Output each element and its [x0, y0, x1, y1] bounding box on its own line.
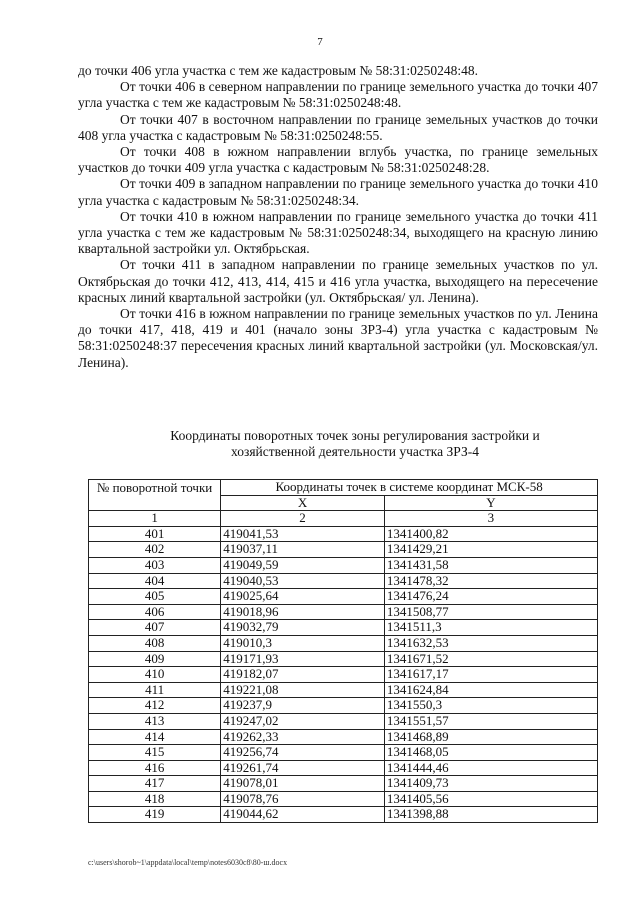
x-coordinate-cell: 419025,64	[221, 589, 385, 605]
x-coordinate-cell: 419018,96	[221, 604, 385, 620]
y-coordinate-cell: 1341551,57	[384, 713, 597, 729]
x-coordinate-cell: 419010,3	[221, 635, 385, 651]
table-title	[110, 428, 600, 460]
y-coordinate-cell: 1341409,73	[384, 776, 597, 792]
table-title-line-1: Координаты поворотных точек зоны регулирования застройки и	[170, 428, 540, 443]
x-coordinate-cell: 419171,93	[221, 651, 385, 667]
paragraph: От точки 416 в южном направлении по границе земельных участков по ул. Ленина до точки 417, 418, 419 и 401 (начало зоны ЗРЗ-4) угла участка с кадастровым № 58:31:0250248:37 пересечения красных линий квартальной застройки (ул. Московская/ул. Ленина).	[78, 306, 598, 370]
column-number-3: 3	[384, 511, 597, 527]
point-number-cell: 419	[89, 807, 221, 823]
table-row	[89, 526, 598, 542]
x-coordinate-cell: 419261,74	[221, 760, 385, 776]
point-number-cell: 401	[89, 526, 221, 542]
point-number-cell: 415	[89, 745, 221, 761]
table-title-line-2: хозяйственной деятельности участка ЗРЗ-4	[231, 444, 479, 459]
table-body	[89, 526, 598, 822]
table-row	[89, 604, 598, 620]
point-number-cell: 418	[89, 791, 221, 807]
x-coordinate-cell: 419256,74	[221, 745, 385, 761]
header-point-number: № поворотной точки	[89, 480, 221, 511]
point-number-cell: 407	[89, 620, 221, 636]
paragraph: От точки 407 в восточном направлении по границе земельных участков до точки 408 угла участка с кадастровым № 58:31:0250248:55.	[78, 111, 598, 143]
table-row	[89, 573, 598, 589]
y-coordinate-cell: 1341468,89	[384, 729, 597, 745]
y-coordinate-cell: 1341508,77	[384, 604, 597, 620]
y-coordinate-cell: 1341398,88	[384, 807, 597, 823]
point-number-cell: 411	[89, 682, 221, 698]
y-coordinate-cell: 1341405,56	[384, 791, 597, 807]
point-number-cell: 402	[89, 542, 221, 558]
y-coordinate-cell: 1341511,3	[384, 620, 597, 636]
x-coordinate-cell: 419032,79	[221, 620, 385, 636]
paragraph: От точки 411 в западном направлении по границе земельных участков по ул. Октябрьская до точки 412, 413, 414, 415 и 416 угла участка, выходящего на пересечение красных линий квартальной застройки (ул. Октябрьская/ ул. Ленина).	[78, 257, 598, 305]
table-row	[89, 745, 598, 761]
column-number-2: 2	[221, 511, 385, 527]
table-row	[89, 729, 598, 745]
point-number-cell: 408	[89, 635, 221, 651]
table-row	[89, 791, 598, 807]
header-coordinates: Координаты точек в системе координат МСК-58	[221, 480, 598, 496]
y-coordinate-cell: 1341429,21	[384, 542, 597, 558]
x-coordinate-cell: 419044,62	[221, 807, 385, 823]
point-number-cell: 409	[89, 651, 221, 667]
point-number-cell: 404	[89, 573, 221, 589]
point-number-cell: 405	[89, 589, 221, 605]
point-number-cell: 410	[89, 667, 221, 683]
x-coordinate-cell: 419078,01	[221, 776, 385, 792]
point-number-cell: 416	[89, 760, 221, 776]
y-coordinate-cell: 1341671,52	[384, 651, 597, 667]
paragraph: От точки 410 в южном направлении по границе земельного участка до точки 411 угла участка с тем же кадастровым № 58:31:0250248:34, выходящего на красную линию квартальной застройки ул. Октябрьская.	[78, 208, 598, 257]
x-coordinate-cell: 419078,76	[221, 791, 385, 807]
x-coordinate-cell: 419037,11	[221, 542, 385, 558]
page-number: 7	[317, 36, 323, 48]
x-coordinate-cell: 419262,33	[221, 729, 385, 745]
y-coordinate-cell: 1341444,46	[384, 760, 597, 776]
y-coordinate-cell: 1341617,17	[384, 667, 597, 683]
table-row	[89, 760, 598, 776]
y-coordinate-cell: 1341624,84	[384, 682, 597, 698]
header-y: Y	[384, 495, 597, 511]
y-coordinate-cell: 1341431,58	[384, 557, 597, 573]
table-row	[89, 667, 598, 683]
table-row	[89, 698, 598, 714]
table-row	[89, 807, 598, 823]
point-number-cell: 403	[89, 557, 221, 573]
x-coordinate-cell: 419049,59	[221, 557, 385, 573]
paragraph: до точки 406 угла участка с тем же кадастровым № 58:31:0250248:48.	[78, 63, 478, 78]
table-row	[89, 557, 598, 573]
y-coordinate-cell: 1341550,3	[384, 698, 597, 714]
table-header-row	[89, 480, 598, 496]
point-number-cell: 406	[89, 604, 221, 620]
table-row	[89, 682, 598, 698]
footer-file-path: c:\users\shorob~1\appdata\local\temp\notes6030c8\80-ш.docx	[88, 858, 288, 867]
document-body	[78, 63, 598, 371]
table-row	[89, 635, 598, 651]
table-row	[89, 589, 598, 605]
y-coordinate-cell: 1341478,32	[384, 573, 597, 589]
coordinates-table	[88, 479, 598, 823]
point-number-cell: 414	[89, 729, 221, 745]
table-row	[89, 776, 598, 792]
column-number-1: 1	[89, 511, 221, 527]
x-coordinate-cell: 419041,53	[221, 526, 385, 542]
paragraph: От точки 409 в западном направлении по границе земельного участка до точки 410 угла участка с кадастровым № 58:31:0250248:34.	[78, 176, 598, 208]
table-row	[89, 651, 598, 667]
paragraph: От точки 408 в южном направлении вглубь участка, по границе земельных участков до точки 409 угла участка с кадастровым № 58:31:0250248:28.	[78, 144, 598, 176]
y-coordinate-cell: 1341400,82	[384, 526, 597, 542]
point-number-cell: 413	[89, 713, 221, 729]
table-row	[89, 542, 598, 558]
paragraph: От точки 406 в северном направлении по границе земельного участка до точки 407 угла участка с тем же кадастровым № 58:31:0250248:48.	[78, 79, 598, 111]
x-coordinate-cell: 419040,53	[221, 573, 385, 589]
x-coordinate-cell: 419221,08	[221, 682, 385, 698]
y-coordinate-cell: 1341476,24	[384, 589, 597, 605]
x-coordinate-cell: 419182,07	[221, 667, 385, 683]
point-number-cell: 417	[89, 776, 221, 792]
y-coordinate-cell: 1341632,53	[384, 635, 597, 651]
table-row	[89, 620, 598, 636]
point-number-cell: 412	[89, 698, 221, 714]
header-x: X	[221, 495, 385, 511]
table-column-numbers-row	[89, 511, 598, 527]
x-coordinate-cell: 419237,9	[221, 698, 385, 714]
y-coordinate-cell: 1341468,05	[384, 745, 597, 761]
table-row	[89, 713, 598, 729]
x-coordinate-cell: 419247,02	[221, 713, 385, 729]
